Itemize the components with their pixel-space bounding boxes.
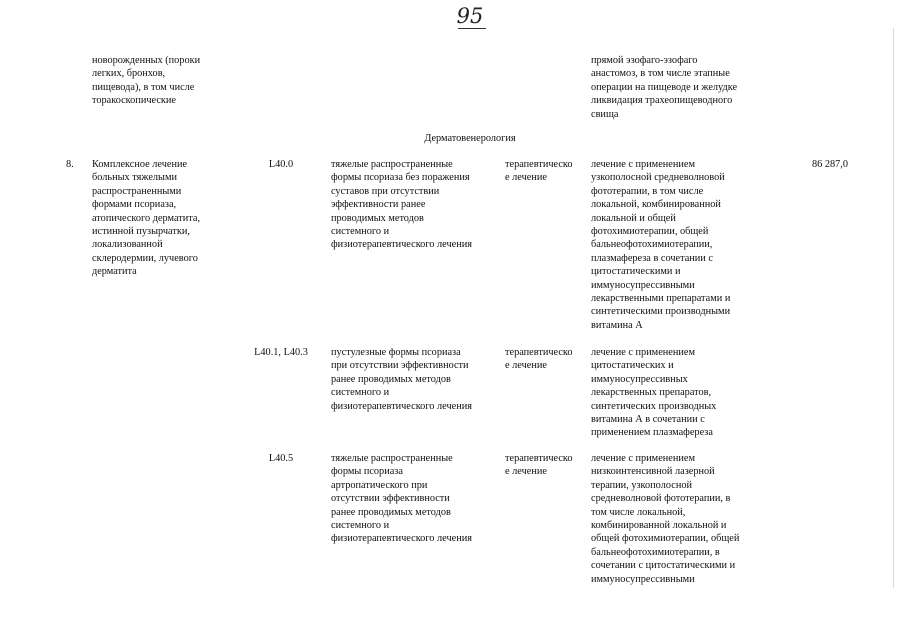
item-method-cell: лечение с применением низкоинтенсивной лазерной терапии, узкополосной средневолновой фототерапии, в том числе локальной, комбинированной локальной и общей фотохимиотерапии, общей бальнеофотохимиотерапии, в сочетании с цитостатическими и иммуносупрессивными	[591, 453, 740, 585]
page-number-underline	[458, 28, 486, 29]
continuation-method-cell: прямой эзофаго-эзофаго анастомоз, в том числе этапные операции на пищеводе и желудке ликвидация трахеопищеводного свища	[591, 55, 738, 120]
row-norm-cell: 86 287,0	[811, 159, 848, 170]
page-number-text: 95	[456, 4, 484, 28]
item-method-cell: лечение с применением цитостатических и иммуносупрессивных лекарственных препаратов, синтетических производных витамина А в сочетании с применением плазмафереза	[591, 347, 717, 439]
item-code-cell: L40.1, L40.3	[254, 347, 308, 358]
item-condition-cell: терапевтическо е лечение	[505, 159, 573, 184]
page-number	[440, 4, 500, 28]
item-model-cell: пустулезные формы псориаза при отсутствии эффективности ранее проводимых методов системного и физиотерапевтического лечения	[331, 347, 472, 412]
continuation-name-cell: новорожденных (пороки легких, бронхов, пищевода), в том числе торакоскопические	[92, 55, 201, 107]
item-code-cell: L40.0	[268, 159, 294, 170]
row-number: 8.	[66, 159, 74, 170]
item-model-cell: тяжелые распространенные формы псориаза без поражения суставов при отсутствии эффективности ранее проводимых методов системного и физиотерапевтического лечения	[331, 159, 472, 251]
item-model-cell: тяжелые распространенные формы псориаза артропатического при отсутствии эффективности ранее проводимых методов системного и физиотерапевтического лечения	[331, 453, 472, 545]
row-name-cell: Комплексное лечение больных тяжелыми распространенными формами псориаза, атопического дерматита, истинной пузырчатки, локализованной склеродермии, лучевого дерматита	[92, 159, 201, 278]
item-code-cell: L40.5	[268, 453, 294, 464]
item-method-cell: лечение с применением узкополосной средневолновой фототерапии, в том числе локальной, комбинированной локальной и общей фотохимиотерапии, общей бальнеофотохимиотерапии, плазмафереза в сочетании с цитостатическими и иммуносупрессивными лекарственными препаратами и синтетическими производными витамина А	[591, 159, 731, 331]
item-condition-cell: терапевтическо е лечение	[505, 347, 573, 372]
scan-edge-line	[893, 28, 894, 588]
item-condition-cell: терапевтическо е лечение	[505, 453, 573, 478]
section-title: Дерматовенерология	[424, 133, 516, 144]
